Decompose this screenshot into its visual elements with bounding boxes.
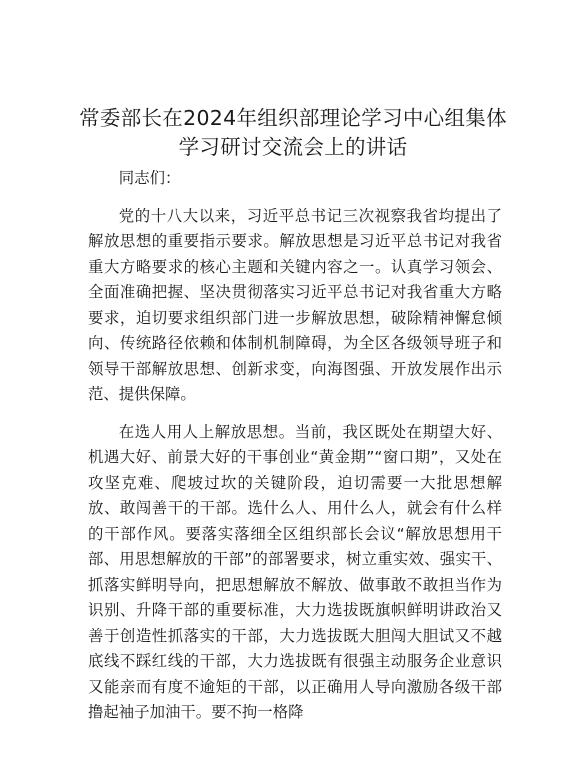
title-line-2: 学习研讨交流会上的讲话 (178, 135, 408, 159)
title-line-1: 常委部长在2024年组织部理论学习中心组集体 (79, 106, 507, 130)
document-body (88, 166, 502, 726)
greeting: 同志们： (118, 169, 181, 187)
paragraph-1: 党的十八大以来，习近平总书记三次视察我省均提出了解放思想的重要指示要求。解放思想是习近平总书记对我省重大方略要求的核心主题和关键内容之一。认真学习领会、全面准确把握、坚决贯彻落实习近平总书记对我省重大方略要求，迫切要求组织部门进一步解放思想，破除精神懈怠倾向、传统路径依赖和体制机制障碍，为全区各级领导班子和领导干部解放思想、创新求变，向海图强、开放发展作出示范、提供保障。 (88, 206, 502, 403)
paragraph-2: 在选人用人上解放思想。当前，我区既处在期望大好、机遇大好、前景大好的干事创业“黄金期”“窗口期”，又处在攻坚克难、爬坡过坎的关键阶段，迫切需要一大批思想解放、敢闯善干的干部。选什么人、用什么人，就会有什么样的干部作风。要落实落细全区组织部长会议“解放思想用干部、用思想解放的干部”的部署要求，树立重实效、强实干、抓落实鲜明导向，把思想解放不解放、做事敢不敢担当作为识别、升降干部的重要标准，大力选拔既旗帜鲜明讲政治又善于创造性抓落实的干部，大力选拔既大胆闯大胆试又不越底线不踩红线的干部，大力选拔既有很强主动服务企业意识又能亲而有度不逾矩的干部，以正确用人导向激励各级干部撸起袖子加油干。要不拘一格降 (88, 422, 502, 721)
document-title (60, 104, 526, 162)
